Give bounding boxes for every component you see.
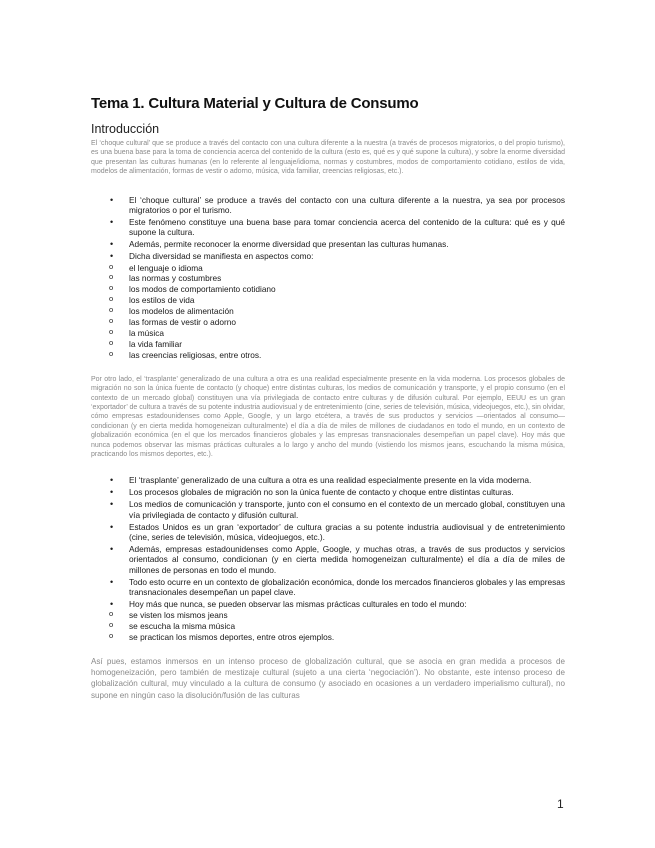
bullet-list-2 bbox=[91, 475, 565, 643]
list-item-text: Dicha diversidad se manifiesta en aspectos como: bbox=[129, 251, 314, 262]
sub-list-item: o se escucha la misma música bbox=[129, 621, 565, 632]
sub-list-item: o los modelos de alimentación bbox=[129, 306, 565, 317]
list-item: • Además, permite reconocer la enorme diversidad que presentan las culturas humanas. bbox=[129, 239, 565, 249]
sub-list-item: o la vida familiar bbox=[129, 339, 565, 350]
sub-bullet-list-1 bbox=[129, 263, 565, 361]
sub-list-item: o el lenguaje o idioma bbox=[129, 263, 565, 274]
sub-list-item: o las creencias religiosas, entre otros. bbox=[129, 350, 565, 361]
list-item bbox=[129, 251, 565, 361]
section-heading: Introducción bbox=[91, 122, 160, 136]
list-item: • El ‘trasplante’ generalizado de una cultura a otra es una realidad especialmente presente en la vida moderna. bbox=[129, 475, 565, 485]
sub-bullet-list-2 bbox=[129, 610, 565, 643]
sub-list-item: o la música bbox=[129, 328, 565, 339]
list-item bbox=[129, 599, 565, 643]
list-item: • Todo esto ocurre en un contexto de globalización económica, donde los mercados financieros globales y las empresas transnacionales desempeñan un papel clave. bbox=[129, 577, 565, 598]
sub-list-item: o los estilos de vida bbox=[129, 295, 565, 306]
sub-list-item: o se practican los mismos deportes, entre otros ejemplos. bbox=[129, 632, 565, 643]
sub-list-item: o las formas de vestir o adorno bbox=[129, 317, 565, 328]
sub-list-item: o los modos de comportamiento cotidiano bbox=[129, 284, 565, 295]
list-item: • El ‘choque cultural’ se produce a través del contacto con una cultura diferente a la nuestra, ya sea por procesos migratorios o por el turismo. bbox=[129, 195, 565, 216]
list-item: • Estados Unidos es un gran ‘exportador’ de cultura gracias a su potente industria audiovisual y de entretenimiento (cine, series de televisión, música, videojuegos, etc.). bbox=[129, 522, 565, 543]
list-item: • Los medios de comunicación y transporte, junto con el consumo en el contexto de un mercado global, constituyen una vía privilegiada de contacto y difusión cultural. bbox=[129, 499, 565, 520]
sub-list-item: o se visten los mismos jeans bbox=[129, 610, 565, 621]
final-paragraph: Así pues, estamos inmersos en un intenso proceso de globalización cultural, que se asocia en gran medida a procesos de homogeneización, pero también de mestizaje cultural (sujeto a una cierta ‘negociación’). No obstante, este intenso proceso de globalización cultural, muy vinculado a la cultura de consumo (y asociado en ocasiones a un verdadero imperialismo cultural), no supone en ningún caso la disolución/fusión de las culturas bbox=[91, 656, 565, 700]
document-title: Tema 1. Cultura Material y Cultura de Consumo bbox=[91, 95, 419, 112]
sub-list-item: o las normas y costumbres bbox=[129, 273, 565, 284]
list-item-text: Hoy más que nunca, se pueden observar las mismas prácticas culturales en todo el mundo: bbox=[129, 598, 467, 609]
intro-paragraph: El ‘choque cultural’ que se produce a través del contacto con una cultura diferente a la nuestra (a través de procesos migratorios, o del propio turismo), es una buena base para la toma de conciencia acerca del contenido de la cultura (esto es, qué es y qué supone la cultura), y sobre la enorme diversidad que presentan las culturas humanas (en lo referente al lenguaje/idioma, normas y costumbres, modos de comportamiento cotidiano, estilos de vida, modelos de alimentación, formas de vestir o adorno, música, vida familiar, creencias religiosas, etc.). bbox=[91, 140, 565, 176]
list-item: • Este fenómeno constituye una buena base para tomar conciencia acerca del contenido de la cultura: qué es y qué supone la cultura. bbox=[129, 217, 565, 238]
list-item: • Además, empresas estadounidenses como Apple, Google, y muchas otras, a través de sus productos y servicios orientados al consumo, condicionan (y en cierta medida homogeneizan culturalmente) el día a día de miles de millones de personas en todo el mundo. bbox=[129, 544, 565, 575]
page-number: 1 bbox=[557, 797, 564, 811]
second-paragraph: Por otro lado, el ‘trasplante’ generalizado de una cultura a otra es una realidad especialmente presente en la vida moderna. Los procesos globales de migración no son la única fuente de contacto (y choque) entre distintas culturas, los medios de comunicación y transporte, y el propio consumo (en el contexto de un mercado global) constituyen una vía privilegiada de contacto entre culturas y de difusión cultural. Por ejemplo, EEUU es un gran ‘exportador’ de cultura a través de su potente industria audiovisual y de entretenimiento (cine, series de televisión, música, videojuegos, etc.), sin olvidar, cómo empresas estadounidenses como Apple, Google, y un largo etcétera, a través de sus productos y servicios —orientados al consumo— condicionan (y en cierta medida homogeneizan culturalmente) el día a día de miles de millones de ciudadanos en todo el mundo, en un contexto de globalización económica (en el que los mercados financieros globales y las empresas transnacionales desempeñan un papel clave). Hoy más que nunca podemos observar las mismas prácticas culturales a lo largo y ancho del mundo (vistiendo los mismos jeans, escuchando la misma música, practicando los mismos deportes, etc.). bbox=[91, 375, 565, 458]
bullet-list-1 bbox=[91, 195, 565, 361]
document-page bbox=[91, 95, 565, 701]
list-item: • Los procesos globales de migración no son la única fuente de contacto y choque entre distintas culturas. bbox=[129, 487, 565, 497]
